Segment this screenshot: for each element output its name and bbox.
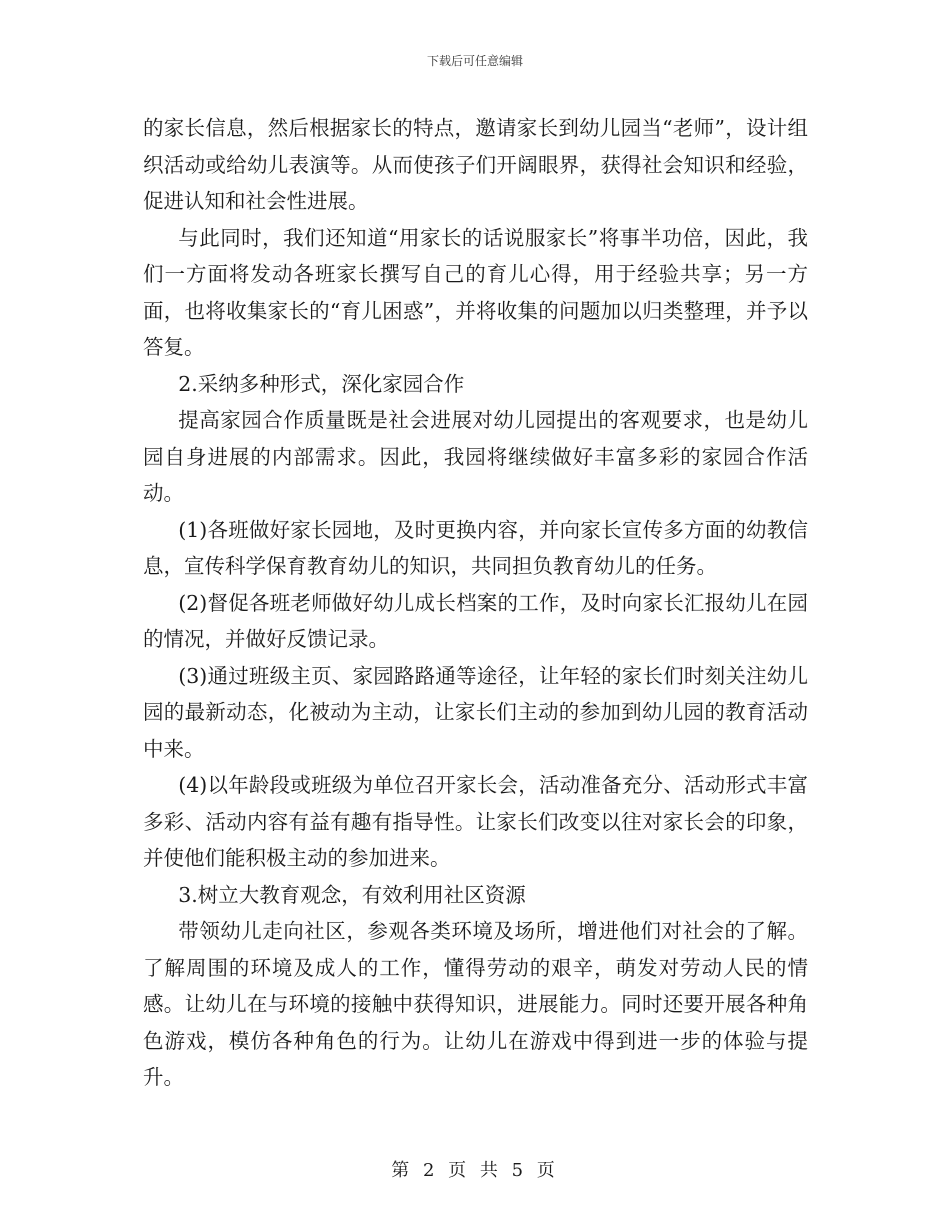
list-item: (4)以年龄段或班级为单位召开家长会，活动准备充分、活动形式丰富多彩、活动内容有益有趣有指导性。让家长们改变以往对家长会的印象，并使他们能积极主动的参加进来。 (143, 773, 808, 870)
paragraph: 带领幼儿走向社区，参观各类环境及场所，增进他们对社会的了解。了解周围的环境及成人的工作，懂得劳动的艰辛，萌发对劳动人民的情感。让幼儿在与环境的接触中获得知识，进展能力。同时还要开展各种角色游戏，模仿各种角色的行为。让幼儿在游戏中得到进一步的体验与提升。 (143, 919, 808, 1089)
paragraph: 提高家园合作质量既是社会进展对幼儿园提出的客观要求，也是幼儿园自身进展的内部需求。因此，我园将继续做好丰富多彩的家园合作活动。 (143, 408, 808, 505)
list-item: (2)督促各班老师做好幼儿成长档案的工作，及时向家长汇报幼儿在园的情况，并做好反馈记录。 (143, 590, 808, 651)
list-item: (1)各班做好家长园地，及时更换内容，并向家长宣传多方面的幼教信息，宣传科学保育教育幼儿的知识，共同担负教育幼儿的任务。 (143, 517, 808, 578)
list-item: (3)通过班级主页、家园路路通等途径，让年轻的家长们时刻关注幼儿园的最新动态，化被动为主动，让家长们主动的参加到幼儿园的教育活动中来。 (143, 663, 808, 761)
paragraph: 与此同时，我们还知道“用家长的话说服家长”将事半功倍，因此，我们一方面将发动各班家长撰写自己的育儿心得，用于经验共享；另一方面，也将收集家长的“育儿困惑”，并将收集的问题加以归类整理，并予以答复。 (143, 225, 808, 359)
paragraph: 的家长信息，然后根据家长的特点，邀请家长到幼儿园当“老师”，设计组织活动或给幼儿表演等。从而使孩子们开阔眼界，获得社会知识和经验，促进认知和社会性进展。 (143, 116, 808, 213)
page-header: 下载后可任意编辑 (426, 54, 523, 68)
section-heading: 2.采纳多种形式，深化家园合作 (178, 371, 465, 396)
section-heading: 3.树立大教育观念，有效利用社区资源 (178, 882, 526, 907)
page-number: 第 2 页 共 5 页 (391, 1160, 559, 1181)
document-body (143, 110, 808, 1096)
